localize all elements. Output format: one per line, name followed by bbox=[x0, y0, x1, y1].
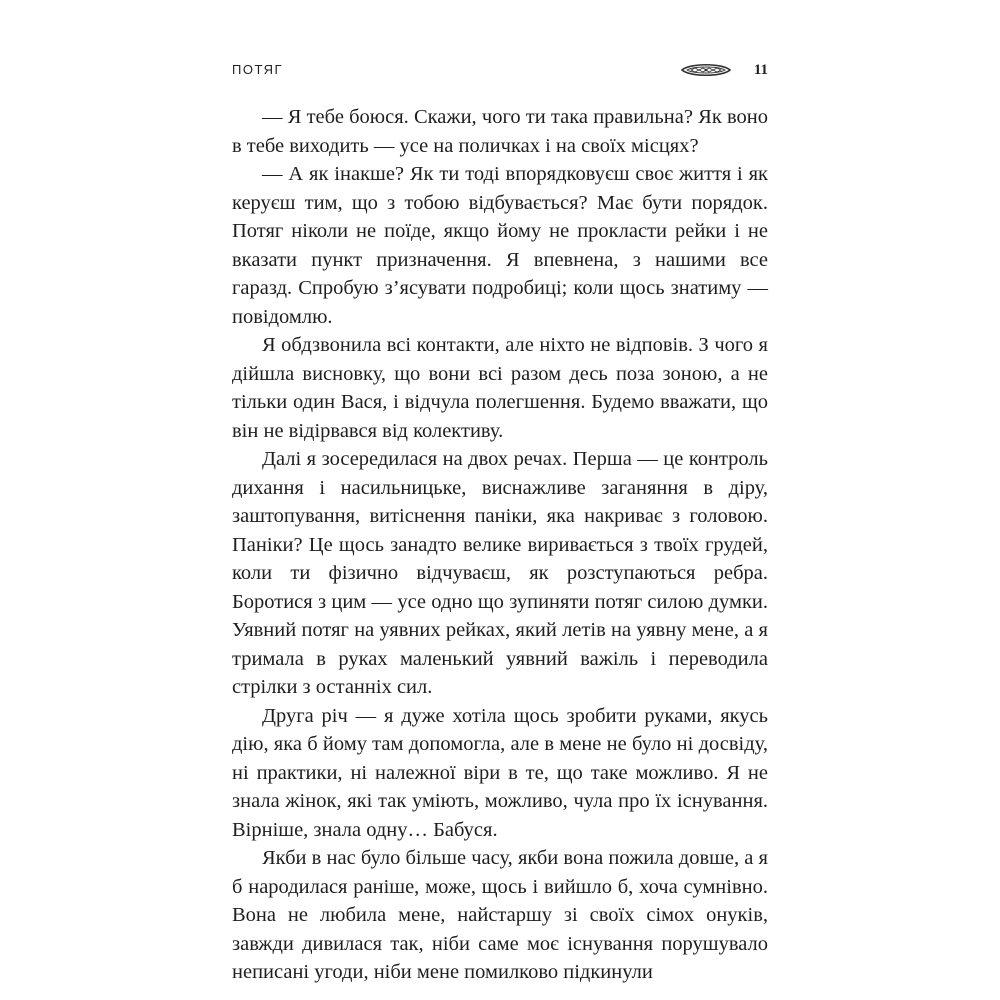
page-number: 11 bbox=[753, 62, 768, 78]
text-body bbox=[232, 103, 768, 987]
paragraph: — Я тебе боюся. Скажи, чого ти така правильна? Як воно в тебе виходить — усе на поличках і на своїх місцях? bbox=[232, 106, 768, 157]
running-head bbox=[232, 60, 768, 84]
running-title: ПОТЯГ bbox=[232, 62, 284, 77]
paragraph: Я обдзвонила всі контакти, але ніхто не відповів. З чого я дійшла висновку, що вони всі разом десь поза зоною, а не тільки один Вася, і відчула полегшення. Будемо вважати, що він не відірвався від колективу. bbox=[232, 334, 768, 442]
paragraph: Якби в нас було більше часу, якби вона пожила довше, а я б народилася раніше, може, щось і вийшло б, хоча сумнівно. Вона не любила мене, найстаршу зі своїх сімох онуків, завжди дивилася так, ніби саме моє існування порушувало неписані угоди, ніби мене помилково підкинули bbox=[232, 847, 768, 983]
paragraph: Друга річ — я дуже хотіла щось зробити руками, якусь дію, яка б йому там допомогла, але в мене не було ні досвіду, ні практики, ні належної віри в те, що таке можливо. Я не знала жінок, які так уміють, можливо, чула про їх існування. Вірніше, знала одну… Бабуся. bbox=[232, 704, 768, 841]
decorative-ornament-icon bbox=[680, 62, 732, 78]
paragraph: Далі я зосередилася на двох речах. Перша — це контроль дихання і насильницьке, виснажливе заганяння в діру, заштопування, витіснення паніки, яка накриває з головою. Паніки? Це щось занадто велике виривається з твоїх грудей, коли ти фізично відчуваєш, як розступаються ребра. Боротися з цим — усе одно що зупиняти потяг силою думки. Уявний потяг на уявних рейках, який летів на уявну мене, а я тримала в руках маленький уявний важіль і переводила стрілки з останніх сил. bbox=[232, 448, 768, 698]
paragraph: — А як інакше? Як ти тоді впорядковуєш своє життя і як керуєш тим, що з тобою відбувається? Має бути порядок. Потяг ніколи не поїде, якщо йому не прокласти рейки і не вказати пункт призначення. Я впевнена, з нашими все гаразд. Спробую з’ясувати подробиці; коли щось знатиму — повідомлю. bbox=[232, 163, 768, 328]
